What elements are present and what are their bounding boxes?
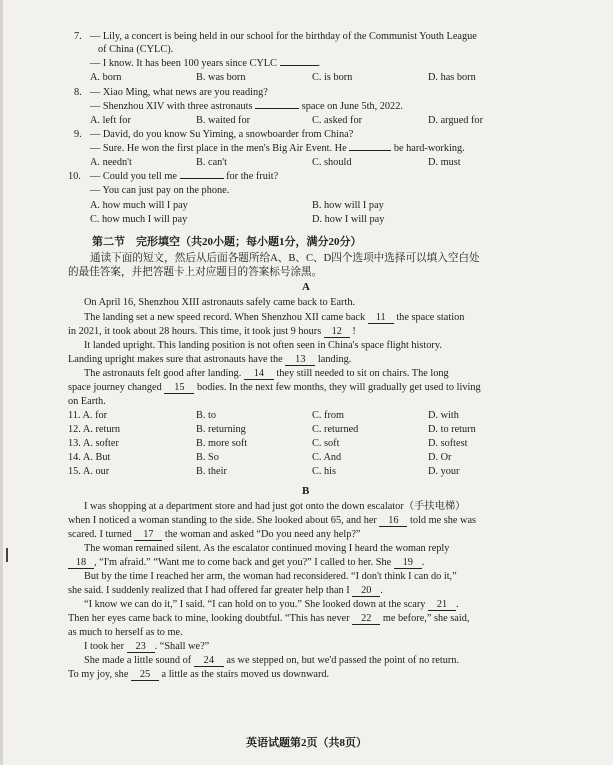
page-fold-shadow (0, 0, 3, 765)
blank-12: 12 (324, 326, 350, 338)
blank-17: 17 (134, 529, 162, 541)
answer-blank (280, 65, 318, 66)
question-7-option-c: C. is born (312, 72, 353, 83)
passage-b-line13: To my joy, she 25 a little as the stairs moved us downward. (68, 669, 330, 680)
passage-b-label: B (302, 485, 310, 497)
passage-b-line8: “I know we can do it,” I said. “I can hold on to you.” She looked down at the scary 21 . (84, 599, 459, 610)
passage-b-line11: I took her 23 . “Shall we?” (84, 641, 210, 652)
option-11-a: 11. A. for (68, 410, 108, 421)
question-10-option-a: A. how much will I pay (90, 200, 188, 211)
question-7-line2: of China (CYLC). (98, 44, 174, 55)
question-8-line2: — Shenzhou XIV with three astronauts space on June 5th, 2022. (90, 101, 403, 112)
question-7-line3: — I know. It has been 100 years since CYLC . (90, 58, 321, 69)
blank-25: 25 (131, 669, 159, 681)
question-10-line1: — Could you tell me for the fruit? (90, 171, 279, 182)
option-11-b: B. to (196, 410, 217, 421)
passage-a-label: A (302, 281, 310, 293)
option-11-c: C. from (312, 410, 345, 421)
question-10-line2: — You can just pay on the phone. (90, 185, 230, 196)
section-2-instructions-line1: 通读下面的短文，然后从后面各题所给A、B、C、D四个选项中选择可以填入空白处 (90, 253, 480, 264)
option-15-d: D. your (428, 466, 460, 477)
question-7-option-a: A. born (90, 72, 122, 83)
question-10-option-b: B. how will I pay (312, 200, 384, 211)
option-13-d: D. softest (428, 438, 468, 449)
question-9-option-b: B. can't (196, 157, 228, 168)
blank-16: 16 (379, 515, 407, 527)
option-11-d: D. with (428, 410, 459, 421)
blank-21: 21 (428, 599, 456, 611)
question-7-option-b: B. was born (196, 72, 246, 83)
section-2-instructions-line2: 的最佳答案，并把答题卡上对应题目的答案标号涂黑。 (68, 267, 323, 278)
passage-b-line3: scared. I turned 17 the woman and asked “Do you need any help?” (68, 529, 361, 540)
question-10-option-d: D. how I will pay (312, 214, 385, 225)
passage-b-line10: as much to herself as to me. (68, 627, 183, 638)
option-12-d: D. to return (428, 424, 476, 435)
passage-b-line9: Then her eyes came back to mine, looking doubtful. “This has never 22 me before,” she said, (68, 613, 470, 624)
question-9-option-c: C. should (312, 157, 352, 168)
question-7-option-d: D. has born (428, 72, 476, 83)
blank-14: 14 (244, 368, 274, 380)
passage-a-line7: space journey changed 15 bodies. In the next few months, they will gradually get used to living (68, 382, 481, 393)
blank-22: 22 (352, 613, 380, 625)
blank-18: 18 (68, 557, 94, 569)
option-14-a: 14. A. But (68, 452, 111, 463)
passage-a-line5: Landing upright makes sure that astronauts have the 13 landing. (68, 354, 352, 365)
passage-a-line6: The astronauts felt good after landing. 14 they still needed to sit on chairs. The long (84, 368, 449, 379)
question-9-line1: — David, do you know Su Yiming, a snowboarder from China? (90, 129, 354, 140)
passage-a-line4: It landed upright. This landing position is not often seen in China's space flight history. (84, 340, 442, 351)
question-7-number: 7. (74, 31, 82, 42)
page-footer: 英语试题第2页（共8页） (246, 737, 367, 749)
question-8-line1: — Xiao Ming, what news are you reading? (90, 87, 268, 98)
margin-mark (6, 548, 8, 562)
answer-blank (180, 178, 224, 179)
option-15-b: B. their (196, 466, 227, 477)
section-2-heading: 第二节 完形填空（共20小题；每小题1分，满分20分） (92, 236, 362, 248)
blank-24: 24 (194, 655, 224, 667)
option-14-b: B. So (196, 452, 219, 463)
option-12-b: B. returning (196, 424, 246, 435)
question-9-line2: — Sure. He won the first place in the men's Big Air Event. He be hard-working. (90, 143, 465, 154)
passage-b-line12: She made a little sound of 24 as we stepped on, but we'd passed the point of no return. (84, 655, 460, 666)
passage-b-line2: when I noticed a woman standing to the side. She looked about 65, and her 16 told me she was (68, 515, 477, 526)
question-8-number: 8. (74, 87, 82, 98)
blank-15: 15 (164, 382, 194, 394)
question-8-option-d: D. argued for (428, 115, 483, 126)
option-12-a: 12. A. return (68, 424, 121, 435)
passage-a-line8: on Earth. (68, 396, 106, 407)
passage-b-line5: 18 , “I'm afraid.” “Want me to come back and get you?” I called to her. She 19 . (68, 556, 424, 569)
answer-blank (255, 108, 299, 109)
passage-b-line1: I was shopping at a department store and had just got onto the down escalator（手扶电梯） (84, 501, 466, 512)
blank-13: 13 (285, 354, 315, 366)
question-8-option-c: C. asked for (312, 115, 363, 126)
passage-b-line7: she said. I suddenly realized that I had offered far greater help than I 20 . (68, 585, 383, 596)
question-9-option-d: D. must (428, 157, 461, 168)
option-13-c: C. soft (312, 438, 340, 449)
question-8-option-b: B. waited for (196, 115, 251, 126)
blank-23: 23 (127, 641, 155, 653)
option-15-c: C. his (312, 466, 337, 477)
option-14-d: D. Or (428, 452, 452, 463)
question-10-number: 10. (68, 171, 81, 182)
blank-11: 11 (368, 312, 394, 324)
option-12-c: C. returned (312, 424, 359, 435)
question-7-line1: — Lily, a concert is being held in our school for the birthday of the Communist Youth League (90, 31, 477, 42)
passage-b-line6: But by the time I reached her arm, the woman had reconsidered. “I don't think I can do it,” (84, 571, 457, 582)
option-13-b: B. more soft (196, 438, 248, 449)
passage-a-line3: in 2021, it took about 28 hours. This time, it took just 9 hours 12 ! (68, 326, 356, 337)
passage-b-line4: The woman remained silent. As the escalator continued moving I heard the woman reply (84, 543, 450, 554)
option-14-c: C. And (312, 452, 342, 463)
option-13-a: 13. A. softer (68, 438, 119, 449)
option-15-a: 15. A. our (68, 466, 110, 477)
blank-19: 19 (394, 557, 422, 569)
blank-20: 20 (352, 585, 380, 597)
answer-blank (349, 150, 391, 151)
question-8-option-a: A. left for (90, 115, 131, 126)
question-9-option-a: A. needn't (90, 157, 132, 168)
passage-a-line2: The landing set a new speed record. When Shenzhou XII came back 11 the space station (84, 312, 465, 323)
passage-a-p1: On April 16, Shenzhou XIII astronauts safely came back to Earth. (84, 297, 356, 308)
question-9-number: 9. (74, 129, 82, 140)
question-10-option-c: C. how much I will pay (90, 214, 188, 225)
